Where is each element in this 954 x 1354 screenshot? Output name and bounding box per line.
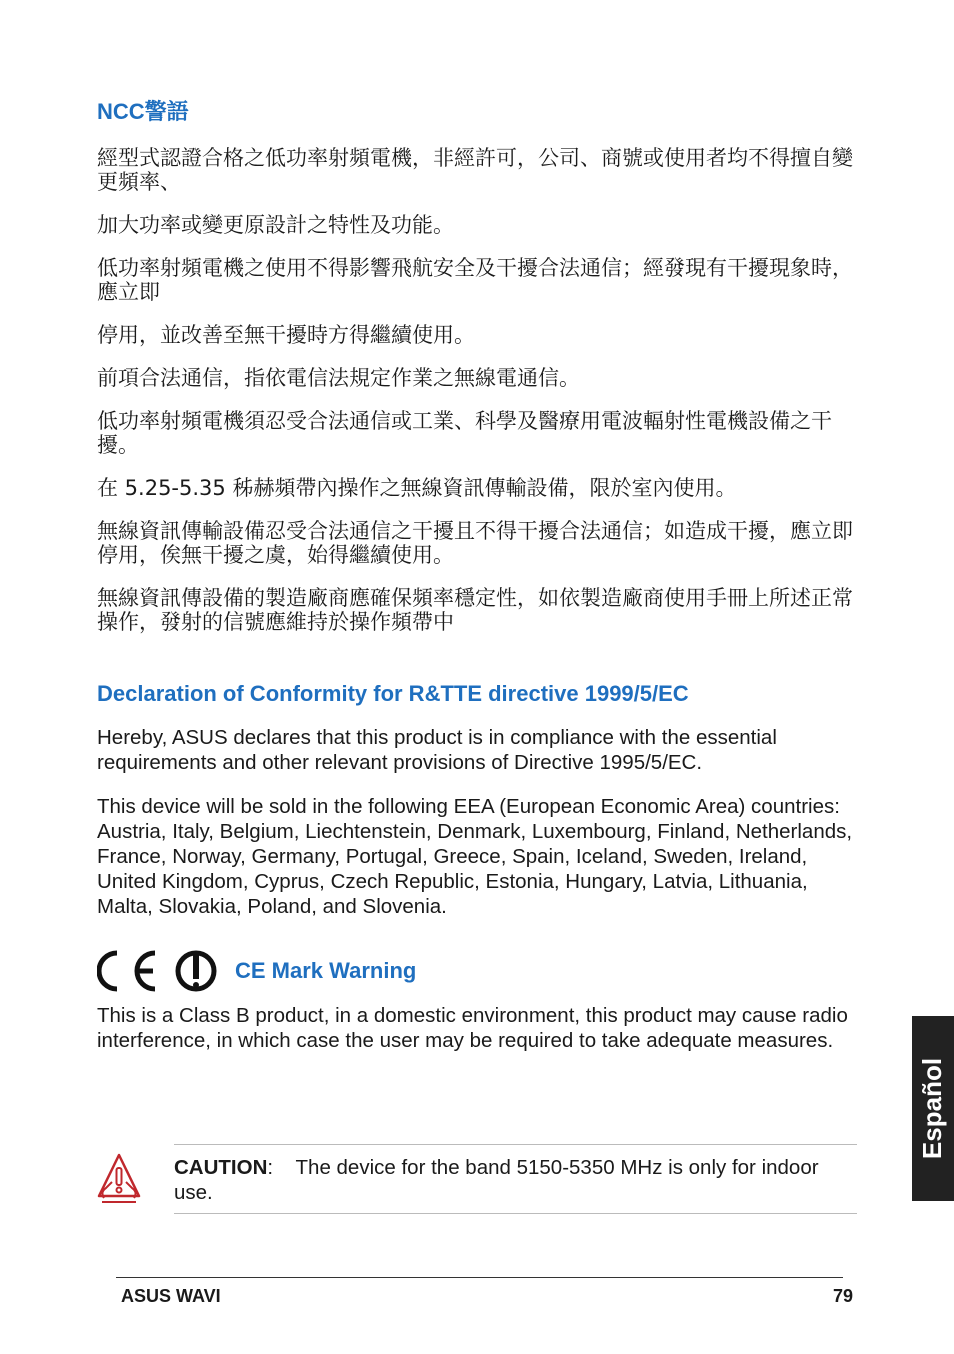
ncc-paragraph: 經型式認證合格之低功率射頻電機，非經許可，公司、商號或使用者均不得擅自變更頻率、 bbox=[97, 146, 853, 194]
caution-text: The device for the band 5150-5350 MHz is only for indoor use. bbox=[174, 1156, 819, 1204]
ncc-paragraph: 低功率射頻電機須忍受合法通信或工業、科學及醫療用電波輻射性電機設備之干擾。 bbox=[97, 409, 832, 457]
ce-heading: CE Mark Warning bbox=[235, 958, 417, 983]
footer-divider bbox=[116, 1277, 843, 1278]
caution-label: CAUTION bbox=[174, 1156, 268, 1179]
ce-heading-row bbox=[97, 949, 859, 993]
ncc-paragraph: 無線資訊傳輸設備忍受合法通信之干擾且不得干擾合法通信；如造成干擾，應立即停用，俟無干擾之虞，始得繼續使用。 bbox=[97, 519, 853, 567]
ce-body bbox=[97, 1003, 859, 1053]
footer-product-name: ASUS WAVI bbox=[121, 1286, 221, 1306]
ce-paragraph: This is a Class B product, in a domestic environment, this product may cause radio interference, in which case the user may be required to take adequate measures. bbox=[97, 1004, 848, 1052]
ncc-heading: NCC警語 bbox=[97, 99, 189, 124]
caution-separator: : bbox=[267, 1156, 274, 1179]
ncc-paragraph: 在 5.25-5.35 秭赫頻帶內操作之無線資訊傳輸設備，限於室內使用。 bbox=[97, 476, 737, 500]
ncc-paragraph: 加大功率或變更原設計之特性及功能。 bbox=[97, 213, 454, 237]
caution-box bbox=[174, 1144, 857, 1214]
page-number: 79 bbox=[832, 1286, 853, 1306]
language-tab bbox=[912, 1016, 954, 1201]
ncc-body bbox=[97, 146, 859, 634]
ce-mark-icon bbox=[97, 949, 219, 993]
page-content bbox=[97, 95, 859, 1072]
ncc-paragraph: 低功率射頻電機之使用不得影響飛航安全及干擾合法通信；經發現有干擾現象時，應立即 bbox=[97, 256, 853, 304]
declaration-paragraph: This device will be sold in the following EEA (European Economic Area) countries: Austria, Italy, Belgium, Liechtenstein, Denmark, Luxembourg, Finland, Netherlands, France, Norway, Germany, Portugal, Greece, Spain, Iceland, Sweden, Ireland, United Kingdom, Cyprus, Czech Republic, Estonia, Hungary, Latvia, Lithuania, Malta, Slovakia, Poland, and Slovenia. bbox=[97, 795, 853, 918]
declaration-paragraph: Hereby, ASUS declares that this product is in compliance with the essential requirements and other relevant provisions of Directive 1995/5/EC. bbox=[97, 726, 777, 774]
ncc-paragraph: 停用，並改善至無干擾時方得繼續使用。 bbox=[97, 323, 475, 347]
declaration-heading: Declaration of Conformity for R&TTE directive 1999/5/EC bbox=[97, 681, 689, 706]
ncc-paragraph: 前項合法通信，指依電信法規定作業之無線電通信。 bbox=[97, 366, 580, 390]
declaration-body bbox=[97, 725, 859, 919]
language-tab-label: Español bbox=[917, 1057, 948, 1160]
warning-hand-icon bbox=[96, 1152, 142, 1206]
ncc-paragraph: 無線資訊傳設備的製造廠商應確保頻率穩定性，如依製造廠商使用手冊上所述正常操作，發射的信號應維持於操作頻帶中 bbox=[97, 586, 853, 634]
